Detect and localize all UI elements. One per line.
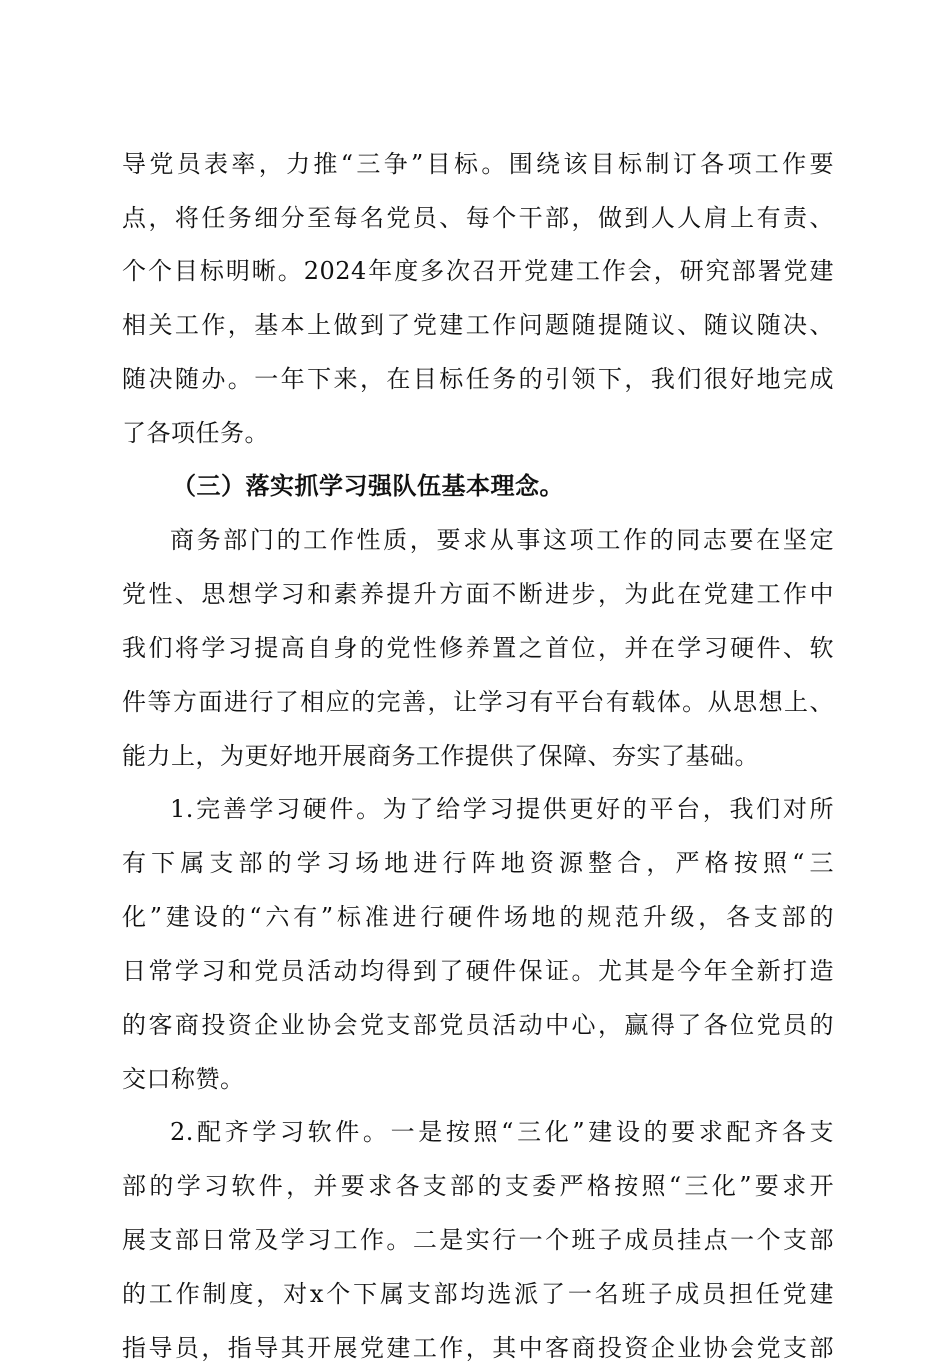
text-line: 有下属支部的学习场地进行阵地资源整合，严格按照“三 bbox=[122, 849, 834, 877]
text-line: 的工作制度，对x个下属支部均选派了一名班子成员担任党建 bbox=[122, 1280, 834, 1308]
paragraph-first-line: 商务部门的工作性质，要求从事这项工作的同志要在坚定 bbox=[170, 526, 834, 554]
paragraph-first-line: 1.完善学习硬件。为了给学习提供更好的平台，我们对所 bbox=[170, 795, 834, 823]
text-line: 化”建设的“六有”标准进行硬件场地的规范升级，各支部的 bbox=[122, 903, 834, 931]
text-line: 部的学习软件，并要求各支部的支委严格按照“三化”要求开 bbox=[122, 1172, 834, 1200]
text-line: 相关工作，基本上做到了党建工作问题随提随议、随议随决、 bbox=[122, 311, 834, 339]
text-line: 指导员，指导其开展党建工作，其中客商投资企业协会党支部 bbox=[122, 1334, 834, 1362]
text-line: 随决随办。一年下来，在目标任务的引领下，我们很好地完成 bbox=[122, 365, 834, 393]
text-line: 党性、思想学习和素养提升方面不断进步，为此在党建工作中 bbox=[122, 580, 834, 608]
text-line: 点，将任务细分至每名党员、每个干部，做到人人肩上有责、 bbox=[122, 204, 834, 232]
text-line: 交口称赞。 bbox=[122, 1065, 245, 1093]
paragraph-first-line: 2.配齐学习软件。一是按照“三化”建设的要求配齐各支 bbox=[170, 1118, 834, 1146]
text-line: 日常学习和党员活动均得到了硬件保证。尤其是今年全新打造 bbox=[122, 957, 834, 985]
text-line: 导党员表率，力推“三争”目标。围绕该目标制订各项工作要 bbox=[122, 150, 834, 178]
text-line: 了各项任务。 bbox=[122, 419, 269, 447]
text-line: 能力上，为更好地开展商务工作提供了保障、夯实了基础。 bbox=[122, 742, 759, 770]
text-line: 展支部日常及学习工作。二是实行一个班子成员挂点一个支部 bbox=[122, 1226, 834, 1254]
text-line: 我们将学习提高自身的党性修养置之首位，并在学习硬件、软 bbox=[122, 634, 834, 662]
text-line: 个个目标明晰。2024年度多次召开党建工作会，研究部署党建 bbox=[122, 257, 834, 285]
text-line: 的客商投资企业协会党支部党员活动中心，赢得了各位党员的 bbox=[122, 1011, 834, 1039]
section-heading: （三）落实抓学习强队伍基本理念。 bbox=[172, 471, 564, 500]
text-line: 件等方面进行了相应的完善，让学习有平台有载体。从思想上、 bbox=[122, 688, 834, 716]
